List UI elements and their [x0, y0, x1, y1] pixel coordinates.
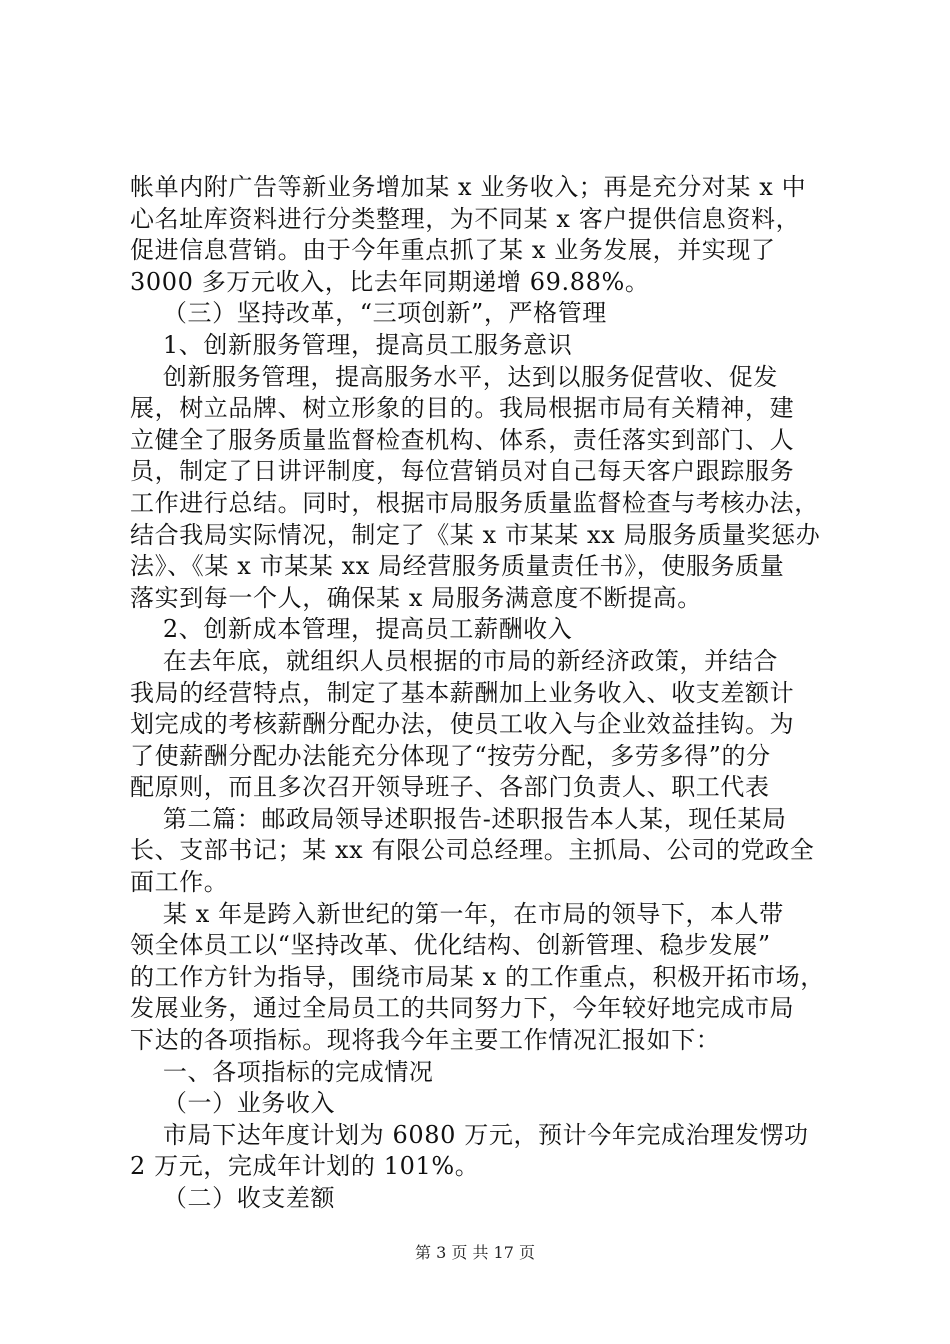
- text-line: 展，树立品牌、树立形象的目的。我局根据市局有关精神，建: [130, 394, 795, 423]
- text-line: 3000 多万元收入，比去年同期递增 69.88%。: [130, 267, 650, 296]
- text-line: 我局的经营特点，制定了基本薪酬加上业务收入、收支差额计: [130, 678, 795, 707]
- text-line: 发展业务，通过全局员工的共同努力下，今年较好地完成市局: [130, 994, 795, 1023]
- text-line: 法》、《某 x 市某某 xx 局经营服务质量责任书》，使服务质量: [130, 552, 785, 581]
- subsection-heading: 1、创新服务管理，提高员工服务意识: [130, 330, 573, 359]
- text-line: 创新服务管理，提高服务水平，达到以服务促营收、促发: [130, 362, 778, 391]
- subsection-heading: 2、创新成本管理，提高员工薪酬收入: [130, 615, 573, 644]
- text-line: 立健全了服务质量监督检查机构、体系，责任落实到部门、人: [130, 425, 795, 454]
- text-line: 了使薪酬分配办法能充分体现了“按劳分配，多劳多得”的分: [130, 741, 771, 770]
- text-line: 的工作方针为指导，围绕市局某 x 的工作重点，积极开拓市场，: [130, 962, 825, 991]
- text-line: 在去年底，就组织人员根据的市局的新经济政策，并结合: [130, 646, 778, 675]
- text-line: 员，制定了日讲评制度，每位营销员对自己每天客户跟踪服务: [130, 457, 795, 486]
- text-line: 促进信息营销。由于今年重点抓了某 x 业务发展，并实现了: [130, 236, 776, 265]
- text-line: 心名址库资料进行分类整理，为不同某 x 客户提供信息资料，: [130, 204, 801, 233]
- subsection-heading: （二）收支差额: [130, 1184, 336, 1212]
- text-line: 落实到每一个人，确保某 x 局服务满意度不断提高。: [130, 583, 702, 612]
- document-body: [130, 172, 830, 1215]
- text-line: 2 万元，完成年计划的 101%。: [130, 1152, 480, 1181]
- subsection-heading: （一）业务收入: [130, 1089, 336, 1118]
- section-heading: （三）坚持改革，“三项创新”，严格管理: [130, 299, 607, 328]
- text-line: 工作进行总结。同时，根据市局服务质量监督检查与考核办法，: [130, 488, 819, 517]
- page-number: 第 3 页 共 17 页: [415, 1243, 535, 1262]
- text-line: 市局下达年度计划为 6080 万元，预计今年完成治理发愣功: [130, 1120, 809, 1149]
- text-line: 面工作。: [130, 868, 229, 897]
- text-line: 领全体员工以“坚持改革、优化结构、创新管理、稳步发展”: [130, 931, 771, 960]
- text-line: 下达的各项指标。现将我今年主要工作情况汇报如下：: [130, 1026, 721, 1055]
- section-heading: 一、各项指标的完成情况: [130, 1057, 434, 1086]
- text-line: 某 x 年是跨入新世纪的第一年，在市局的领导下，本人带: [130, 899, 784, 928]
- page-footer: [0, 1243, 950, 1263]
- text-line: 结合我局实际情况，制定了《某 x 市某某 xx 局服务质量奖惩办: [130, 520, 821, 549]
- text-line: 配原则，而且多次召开领导班子、各部门负责人、职工代表: [130, 773, 770, 802]
- text-line: 长、支部书记；某 xx 有限公司总经理。主抓局、公司的党政全: [130, 836, 815, 865]
- text-line: 划完成的考核薪酬分配办法，使员工收入与企业效益挂钩。为: [130, 710, 795, 739]
- text-line: 帐单内附广告等新业务增加某 x 业务收入；再是充分对某 x 中: [130, 173, 807, 201]
- text-line: 第二篇：邮政局领导述职报告-述职报告本人某，现任某局: [130, 804, 787, 833]
